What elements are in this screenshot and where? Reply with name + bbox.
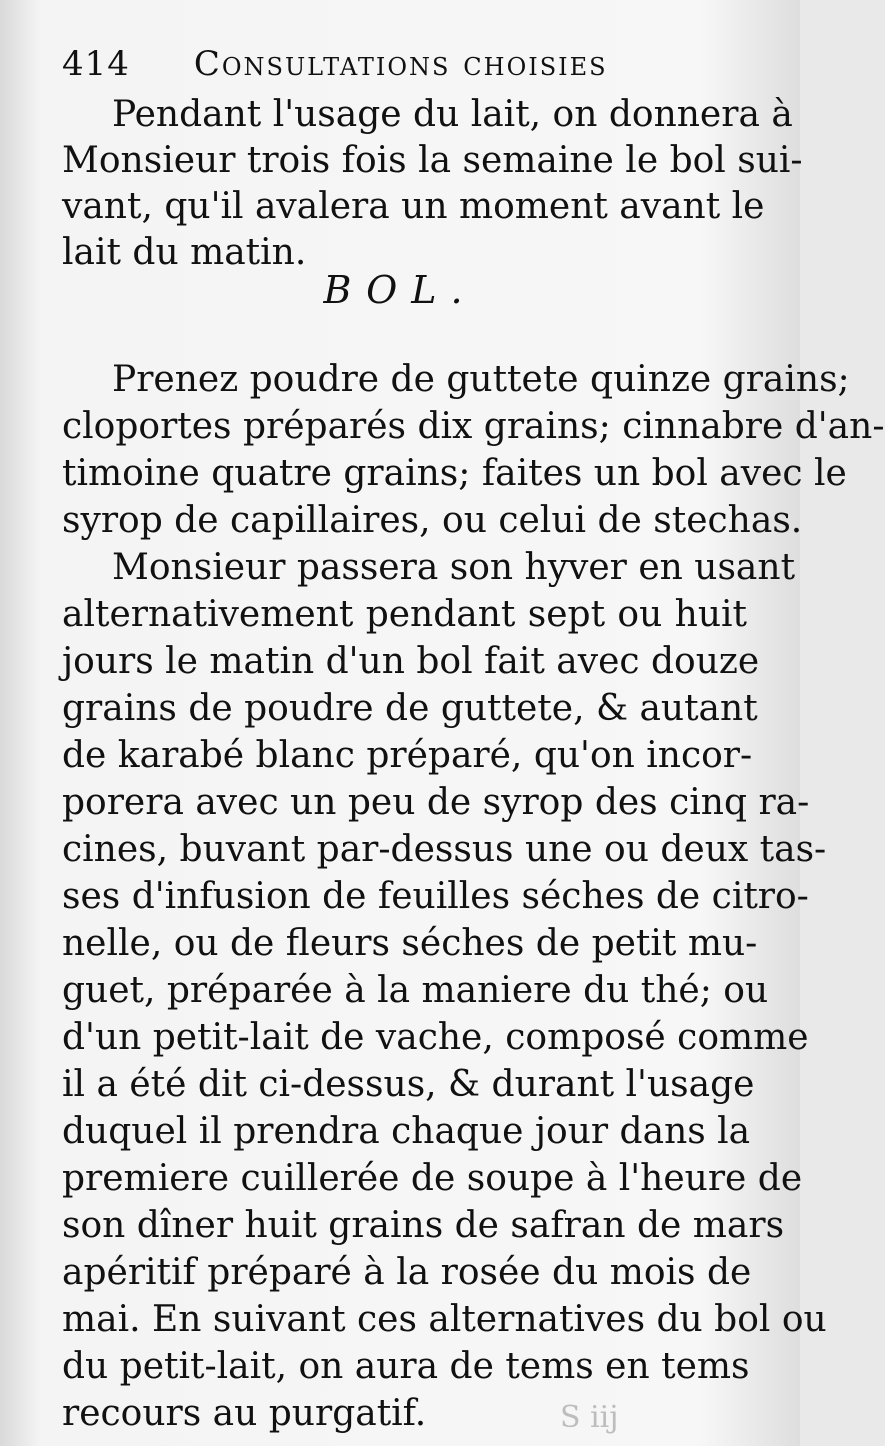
text-line: Monsieur trois fois la semaine le bol sui- [62,140,803,181]
text-line: ses d'infusion de feuilles séches de citro- [62,876,809,917]
text-line: grains de poudre de guttete, & autant [62,688,758,729]
text-line: timoine quatre grains; faites un bol avec le [62,453,847,494]
text-line: nelle, ou de fleurs séches de petit mu- [62,923,758,964]
running-header [62,44,752,84]
signature-mark: S iij [560,1400,619,1435]
text-line: lait du matin. [62,232,307,273]
text-line: son dîner huit grains de safran de mars [62,1205,785,1246]
text-line: recours au purgatif. [62,1393,427,1434]
text-line: jours le matin d'un bol fait avec douze [62,641,760,682]
text-line: premiere cuillerée de soupe à l'heure de [62,1158,803,1199]
section-heading: BOL. [323,268,477,312]
text-line: Prenez poudre de guttete quinze grains; [112,359,850,400]
text-line: apéritif préparé à la rosée du mois de [62,1252,752,1293]
page-number: 414 [62,44,130,84]
text-line: alternativement pendant sept ou huit [62,594,747,635]
text-line: d'un petit-lait de vache, composé comme [62,1017,809,1058]
text-line: duquel il prendra chaque jour dans la [62,1111,751,1152]
text-line: de karabé blanc préparé, qu'on incor- [62,735,753,776]
text-line: vant, qu'il avalera un moment avant le [62,186,765,227]
text-line: du petit-lait, on aura de tems en tems [62,1346,750,1387]
text-line: guet, préparée à la maniere du thé; ou [62,970,769,1011]
text-line: Monsieur passera son hyver en usant [112,547,796,588]
text-line: mai. En suivant ces alternatives du bol ou [62,1299,827,1340]
text-line: porera avec un peu de syrop des cinq ra- [62,782,810,823]
text-line: cines, buvant par-dessus une ou deux tas- [62,829,827,870]
text-line: syrop de capillaires, ou celui de stechas. [62,500,803,541]
running-title: Consultations choisies [193,44,608,84]
text-line: Pendant l'usage du lait, on donnera à [112,94,793,135]
text-line: cloportes préparés dix grains; cinnabre d'an- [62,406,885,447]
text-line: il a été dit ci-dessus, & durant l'usage [62,1064,755,1105]
